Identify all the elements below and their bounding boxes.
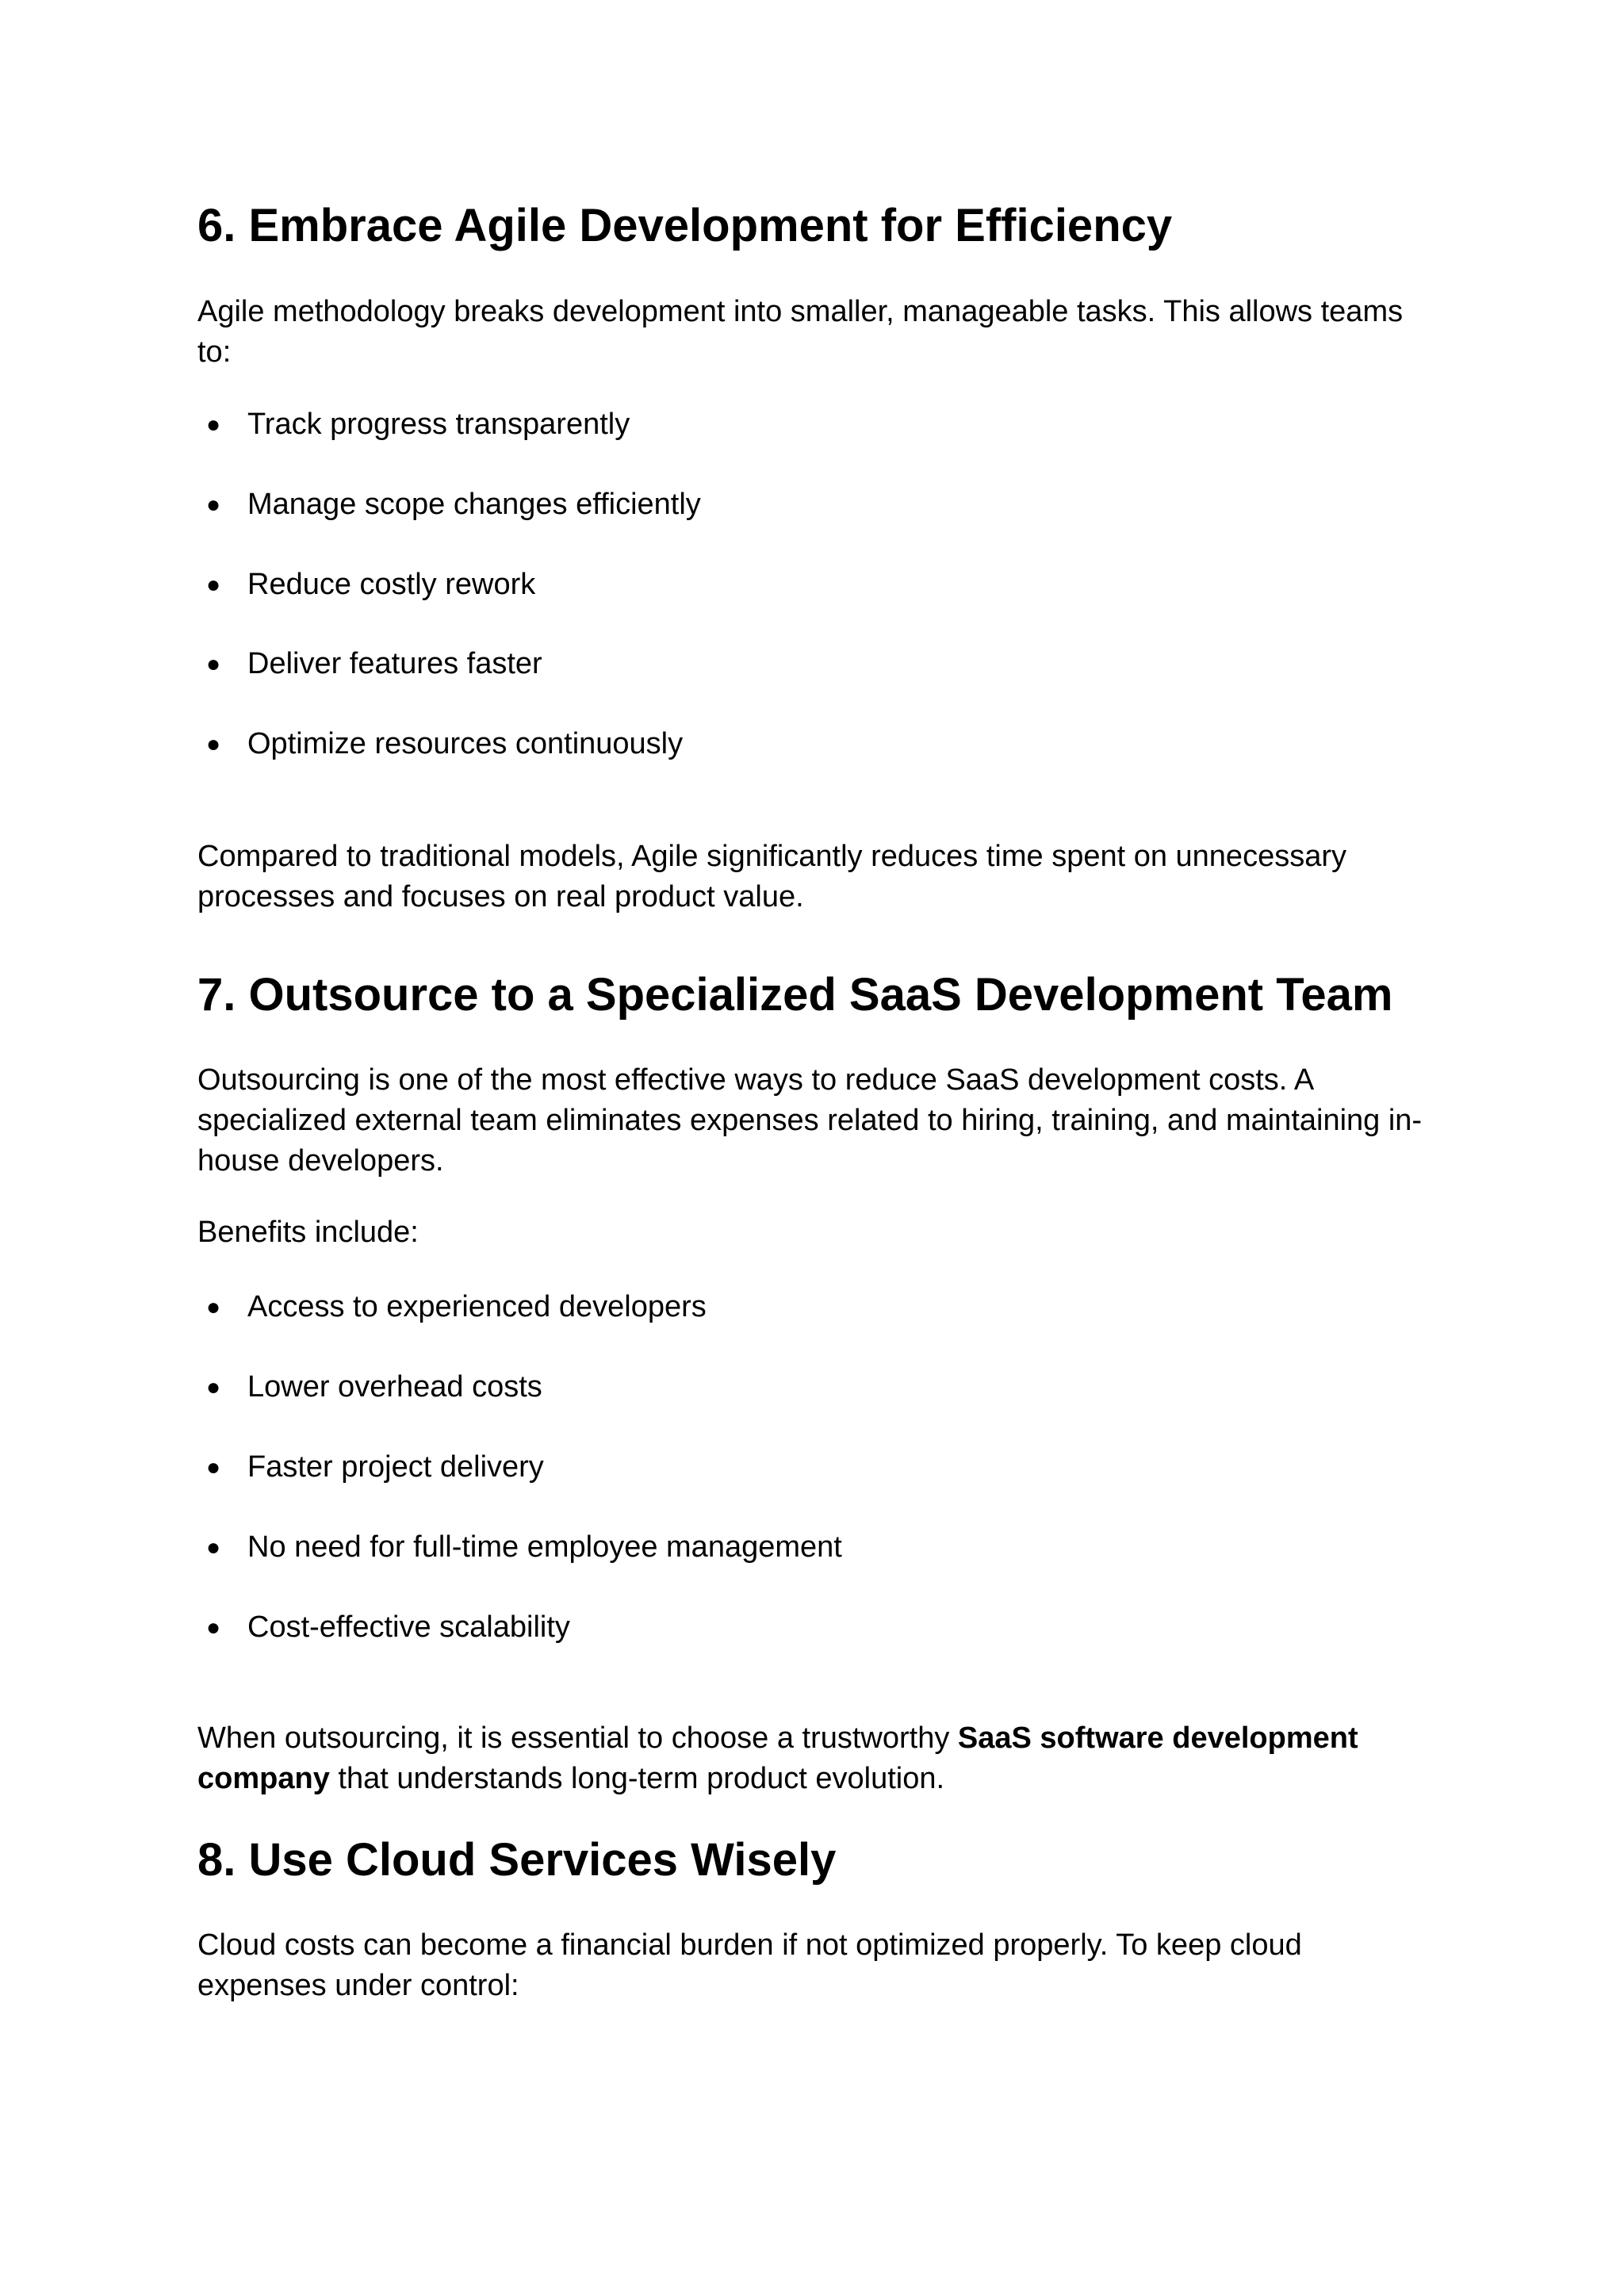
- list-item-text: No need for full-time employee management: [247, 1530, 842, 1564]
- list-item-text: Optimize resources continuously: [247, 727, 684, 760]
- bullet-dot-icon: ●: [205, 1294, 221, 1320]
- section-6-intro: Agile methodology breaks development into smaller, manageable tasks. This allows teams to:: [197, 295, 1404, 369]
- list-item: [205, 1447, 544, 1488]
- list-item: [205, 724, 684, 764]
- list-item: [205, 1527, 842, 1568]
- section-7-closing-text-end: that understands long-term product evolution.: [329, 1762, 945, 1795]
- section-8-heading: 8. Use Cloud Services Wisely: [197, 1834, 837, 1886]
- list-item-text: Reduce costly rework: [247, 568, 536, 601]
- section-7-closing-emphasis: SaaS software development company: [197, 1721, 1358, 1795]
- list-item-text: Manage scope changes efficiently: [247, 488, 701, 521]
- bullet-dot-icon: ●: [205, 572, 221, 598]
- section-8-intro: Cloud costs can become a financial burden if not optimized properly. To keep cloud expenses under control:: [197, 1928, 1302, 2002]
- section-6-closing: Compared to traditional models, Agile significantly reduces time spent on unnecessary processes and focuses on real product value.: [197, 840, 1346, 913]
- bullet-dot-icon: ●: [205, 651, 221, 677]
- list-item-text: Cost-effective scalability: [247, 1610, 570, 1644]
- list-item-text: Track progress transparently: [247, 408, 630, 441]
- list-item: [205, 1287, 707, 1327]
- bullet-dot-icon: ●: [205, 1614, 221, 1641]
- section-7-closing: [197, 1718, 1434, 1799]
- section-6-heading: 6. Embrace Agile Development for Efficiency: [197, 200, 1173, 251]
- list-item: [205, 484, 701, 525]
- list-item-text: Faster project delivery: [247, 1450, 544, 1484]
- section-7-lead: Benefits include:: [197, 1216, 419, 1249]
- bullet-dot-icon: ●: [205, 412, 221, 438]
- bullet-dot-icon: ●: [205, 1534, 221, 1561]
- bullet-dot-icon: ●: [205, 492, 221, 518]
- bullet-dot-icon: ●: [205, 1454, 221, 1480]
- list-item: [205, 404, 630, 445]
- bullet-dot-icon: ●: [205, 731, 221, 757]
- list-item-text: Access to experienced developers: [247, 1290, 707, 1323]
- section-7-intro: Outsourcing is one of the most effective ways to reduce SaaS development costs. A specialized external team eliminates expenses related to hiring, training, and maintaining in-house developers.: [197, 1063, 1423, 1178]
- list-item-text: Lower overhead costs: [247, 1370, 542, 1404]
- list-item: [205, 1367, 542, 1407]
- section-7-heading: 7. Outsource to a Specialized SaaS Development Team: [197, 969, 1393, 1021]
- list-item: [205, 644, 542, 684]
- list-item-text: Deliver features faster: [247, 647, 542, 680]
- section-7-closing-text: When outsourcing, it is essential to choose a trustworthy: [197, 1721, 958, 1755]
- list-item: [205, 1607, 570, 1648]
- bullet-dot-icon: ●: [205, 1374, 221, 1400]
- list-item: [205, 565, 536, 605]
